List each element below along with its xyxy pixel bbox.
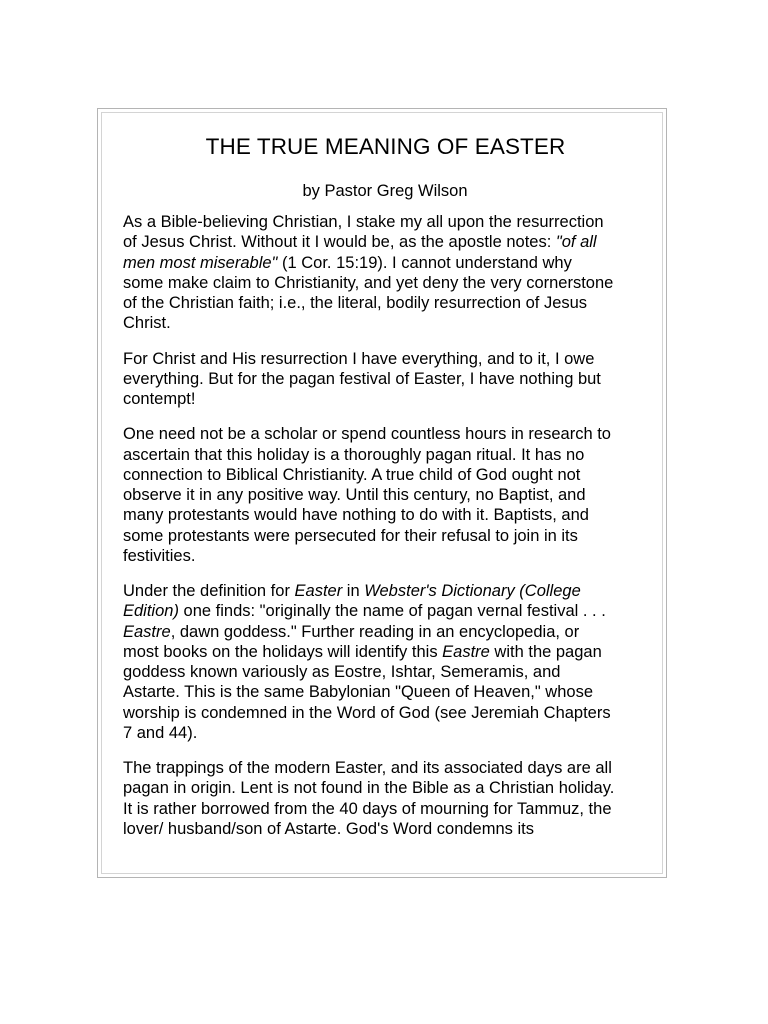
text-run: goddess known variously as Eostre, Ishtar, Semeramis, and: [123, 663, 561, 681]
italic-run: "of all: [555, 233, 597, 252]
text-run: lover/ husband/son of Astarte. God's Word condemns its: [123, 819, 534, 838]
text-line: [123, 505, 647, 525]
text-line: [123, 662, 647, 682]
text-run: , dawn goddess." Further reading in an encyclopedia, or: [170, 622, 580, 641]
text-run: As a Bible-believing Christian, I stake my all upon the resurrection: [123, 213, 604, 231]
text-line: [123, 349, 647, 369]
text-run: one finds: "originally the name of pagan vernal festival . . .: [178, 602, 606, 621]
italic-run: Webster's Dictionary (College: [364, 582, 581, 600]
text-run: festivities.: [123, 546, 196, 565]
italic-run: Eastre: [123, 622, 171, 641]
italic-run: men most miserable": [123, 253, 278, 272]
text-run: everything. But for the pagan festival of Easter, I have nothing but: [123, 369, 601, 388]
italic-run: Edition): [123, 602, 179, 621]
text-line: [123, 622, 647, 642]
text-line: [123, 485, 647, 505]
text-line: [123, 799, 647, 819]
body-paragraph: [123, 758, 647, 839]
text-run: observe it in any positive way. Until this century, no Baptist, and: [123, 486, 586, 504]
document-body: [123, 130, 647, 854]
document-byline: by Pastor Greg Wilson: [302, 182, 468, 200]
body-paragraph: [123, 424, 647, 566]
text-run: of Jesus Christ. Without it I would be, as the apostle notes:: [123, 233, 556, 252]
text-run: (1 Cor. 15:19). I cannot understand why: [277, 253, 572, 272]
text-line: [123, 273, 647, 293]
text-line: [123, 819, 647, 839]
text-run: connection to Biblical Christianity. A true child of God ought not: [123, 465, 581, 484]
document-title: THE TRUE MEANING OF EASTER: [205, 134, 566, 159]
text-run: Astarte. This is the same Babylonian "Queen of Heaven," whose: [123, 683, 594, 702]
text-line: [123, 465, 647, 485]
text-line: [123, 601, 647, 621]
text-line: [123, 232, 647, 252]
body-paragraph: [123, 212, 647, 334]
text-line: [123, 642, 647, 662]
text-line: [123, 581, 647, 601]
text-line: [123, 293, 647, 313]
text-line: [123, 546, 647, 566]
text-run: 7 and 44).: [123, 723, 198, 742]
text-run: The trappings of the modern Easter, and its associated days are all: [123, 759, 612, 777]
text-line: [123, 253, 647, 273]
text-line: [123, 778, 647, 798]
text-line: [123, 445, 647, 465]
text-run: most books on the holidays will identify this: [123, 642, 443, 661]
text-line: [123, 424, 647, 444]
text-line: [123, 212, 647, 232]
text-line: [123, 389, 647, 409]
text-run: One need not be a scholar or spend countless hours in research to: [123, 425, 611, 444]
text-run: with the pagan: [489, 642, 602, 661]
text-line: [123, 723, 647, 743]
text-run: pagan in origin. Lent is not found in the Bible as a Christian holiday.: [123, 779, 615, 798]
text-line: [123, 682, 647, 702]
text-run: some make claim to Christianity, and yet deny the very cornerstone: [123, 273, 614, 292]
text-run: worship is condemned in the Word of God (see Jeremiah Chapters: [123, 703, 611, 722]
italic-run: Easter: [294, 582, 343, 600]
text-run: For Christ and His resurrection I have everything, and to it, I owe: [123, 349, 595, 368]
paragraphs-container: [123, 212, 647, 839]
text-run: many protestants would have nothing to do with it. Baptists, and: [123, 506, 589, 525]
text-run: contempt!: [123, 390, 196, 408]
body-paragraph: [123, 349, 647, 410]
text-run: Christ.: [123, 314, 171, 333]
text-line: [123, 369, 647, 389]
italic-run: Eastre: [442, 642, 490, 661]
text-run: ascertain that this holiday is a thoroughly pagan ritual. It has no: [123, 445, 585, 464]
text-run: some protestants were persecuted for their refusal to join in its: [123, 526, 578, 545]
text-line: [123, 526, 647, 546]
text-run: in: [342, 582, 365, 600]
text-line: [123, 313, 647, 333]
text-run: Under the definition for: [123, 582, 295, 600]
body-paragraph: [123, 581, 647, 743]
text-run: It is rather borrowed from the 40 days of mourning for Tammuz, the: [123, 799, 612, 818]
text-run: of the Christian faith; i.e., the literal, bodily resurrection of Jesus: [123, 294, 588, 312]
text-line: [123, 758, 647, 778]
text-line: [123, 703, 647, 723]
